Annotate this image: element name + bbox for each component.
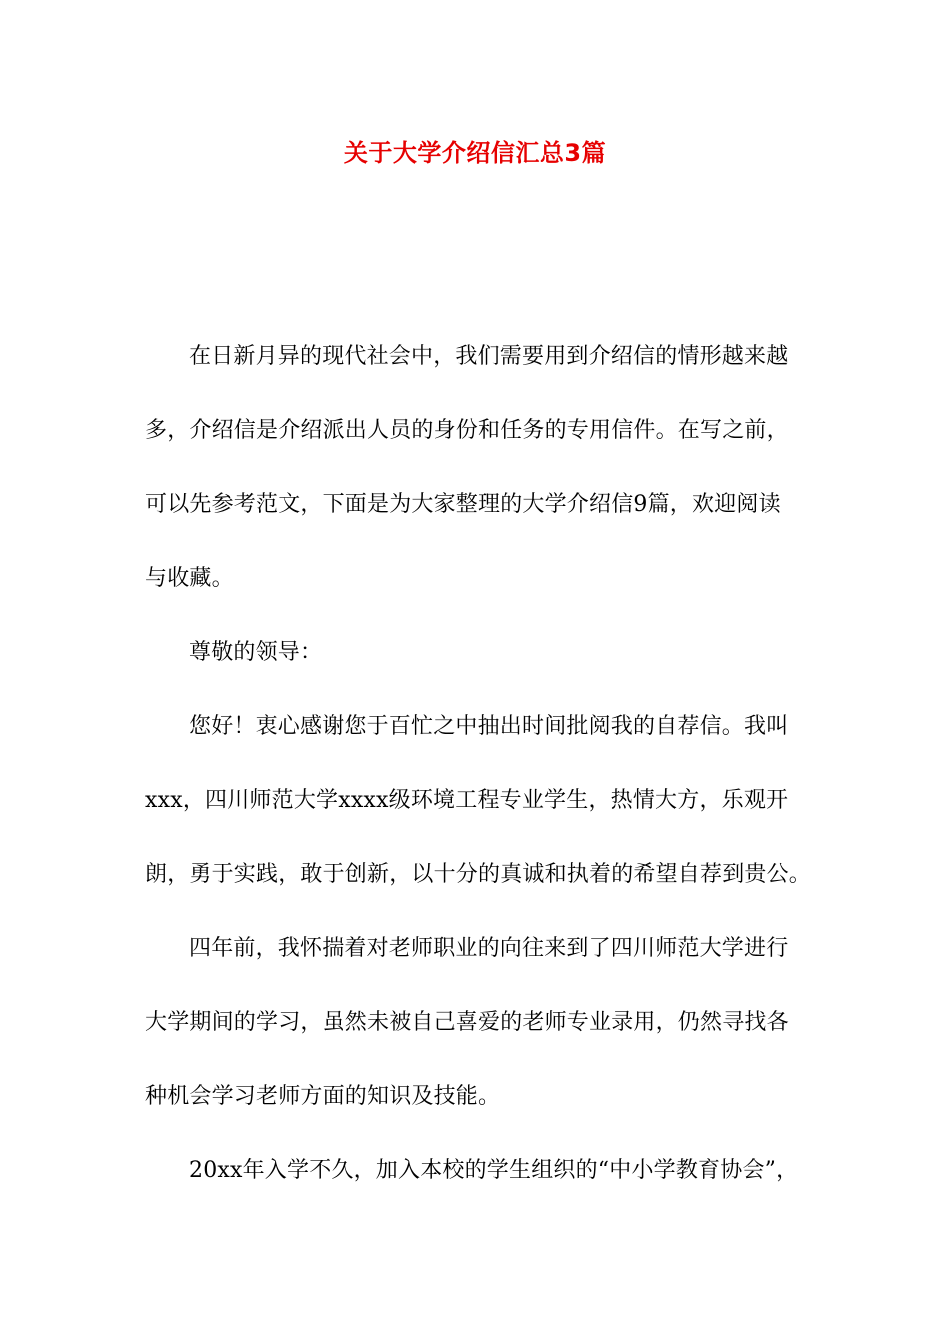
paragraph-history [145, 912, 825, 1134]
document-title: 关于大学介绍信汇总3篇 [343, 139, 607, 167]
text-line: 20xx年入学不久，加入本校的学生组织的“中小学教育协会”， [189, 1158, 799, 1183]
text-line: 与收藏。 [145, 566, 234, 591]
text-line: xxx，四川师范大学xxxx级环境工程专业学生，热情大方，乐观开 [145, 788, 789, 813]
text-line: 多，介绍信是介绍派出人员的身份和任务的专用信件。在写之前， [145, 418, 789, 443]
text-line: 您好！衷心感谢您于百忙之中抽出时间批阅我的自荐信。我叫 [189, 714, 789, 739]
text-line: 在日新月异的现代社会中，我们需要用到介绍信的情形越来越 [189, 344, 789, 369]
text-line: 四年前，我怀揣着对老师职业的向往来到了四川师范大学进行 [189, 936, 789, 961]
paragraph-intro [145, 320, 825, 616]
paragraph-activities [145, 1134, 825, 1208]
text-line: 大学期间的学习，虽然未被自己喜爱的老师专业录用，仍然寻找各 [145, 1010, 789, 1035]
paragraph-salutation [145, 616, 825, 690]
text-line: 尊敬的领导： [189, 640, 323, 665]
text-line: 种机会学习老师方面的知识及技能。 [145, 1084, 501, 1109]
text-line: 可以先参考范文，下面是为大家整理的大学介绍信9篇，欢迎阅读 [145, 492, 781, 517]
document-body [145, 320, 825, 1208]
text-line: 朗，勇于实践，敢于创新，以十分的真诚和执着的希望自荐到贵公。 [145, 862, 812, 887]
paragraph-greeting [145, 690, 825, 912]
